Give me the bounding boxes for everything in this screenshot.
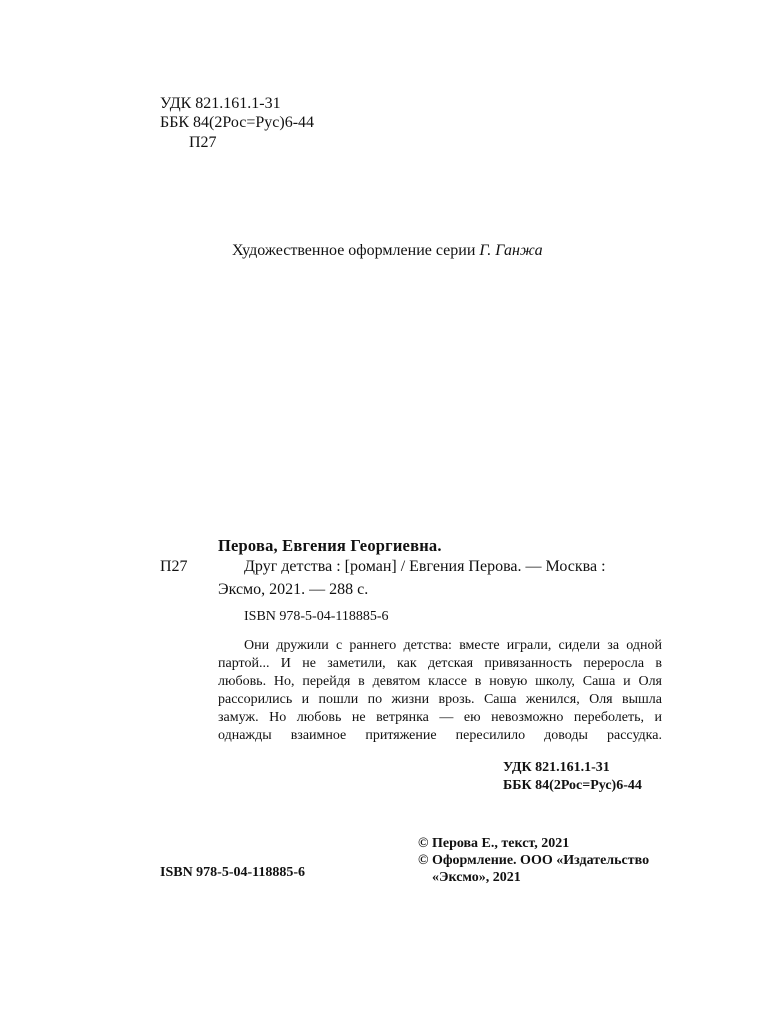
series-designer-name: Г. Ганжа <box>479 242 543 259</box>
udk-code: УДК 821.161.1-31 <box>160 95 281 112</box>
annotation-line: замуж. Но любовь не ветрянка — ею невозможно переболеть, и <box>218 710 662 725</box>
udk-code-bottom: УДК 821.161.1-31 <box>503 760 610 775</box>
annotation-line: однажды взаимное притяжение пересилило доводы рассудка. <box>218 728 662 743</box>
bbk-code-bottom: ББК 84(2Рос=Рус)6-44 <box>503 778 642 793</box>
entry-isbn: ISBN 978-5-04-118885-6 <box>244 609 389 624</box>
copyright-design-cont: «Эксмо», 2021 <box>432 870 521 885</box>
copyright-design: © Оформление. ООО «Издательство <box>418 853 650 868</box>
author-mark: П27 <box>189 134 217 151</box>
annotation-line: любовь. Но, перейдя в девятом классе в новую школу, Саша и Оля <box>218 674 662 689</box>
bbk-code: ББК 84(2Рос=Рус)6-44 <box>160 114 315 131</box>
annotation <box>218 637 662 745</box>
entry-author-mark: П27 <box>160 558 188 575</box>
annotation-line: Они дружили с раннего детства: вместе играли, сидели за одной <box>244 638 662 653</box>
annotation-line: рассорились и пошли по жизни врозь. Саша женился, Оля вышла <box>218 692 662 707</box>
isbn-bottom: ISBN 978-5-04-118885-6 <box>160 865 306 880</box>
annotation-line: партой... И не заметили, как детская привязанность переросла в <box>218 656 662 671</box>
series-design-credit <box>232 241 543 261</box>
entry-title-line: Друг детства : [роман] / Евгения Перова. — Москва : <box>244 558 606 575</box>
copyright-text: © Перова Е., текст, 2021 <box>418 836 570 851</box>
series-design-text: Художественное оформление серии <box>232 242 476 259</box>
entry-publisher-line: Эксмо, 2021. — 288 с. <box>218 581 369 598</box>
entry-author: Перова, Евгения Георгиевна. <box>218 536 442 555</box>
